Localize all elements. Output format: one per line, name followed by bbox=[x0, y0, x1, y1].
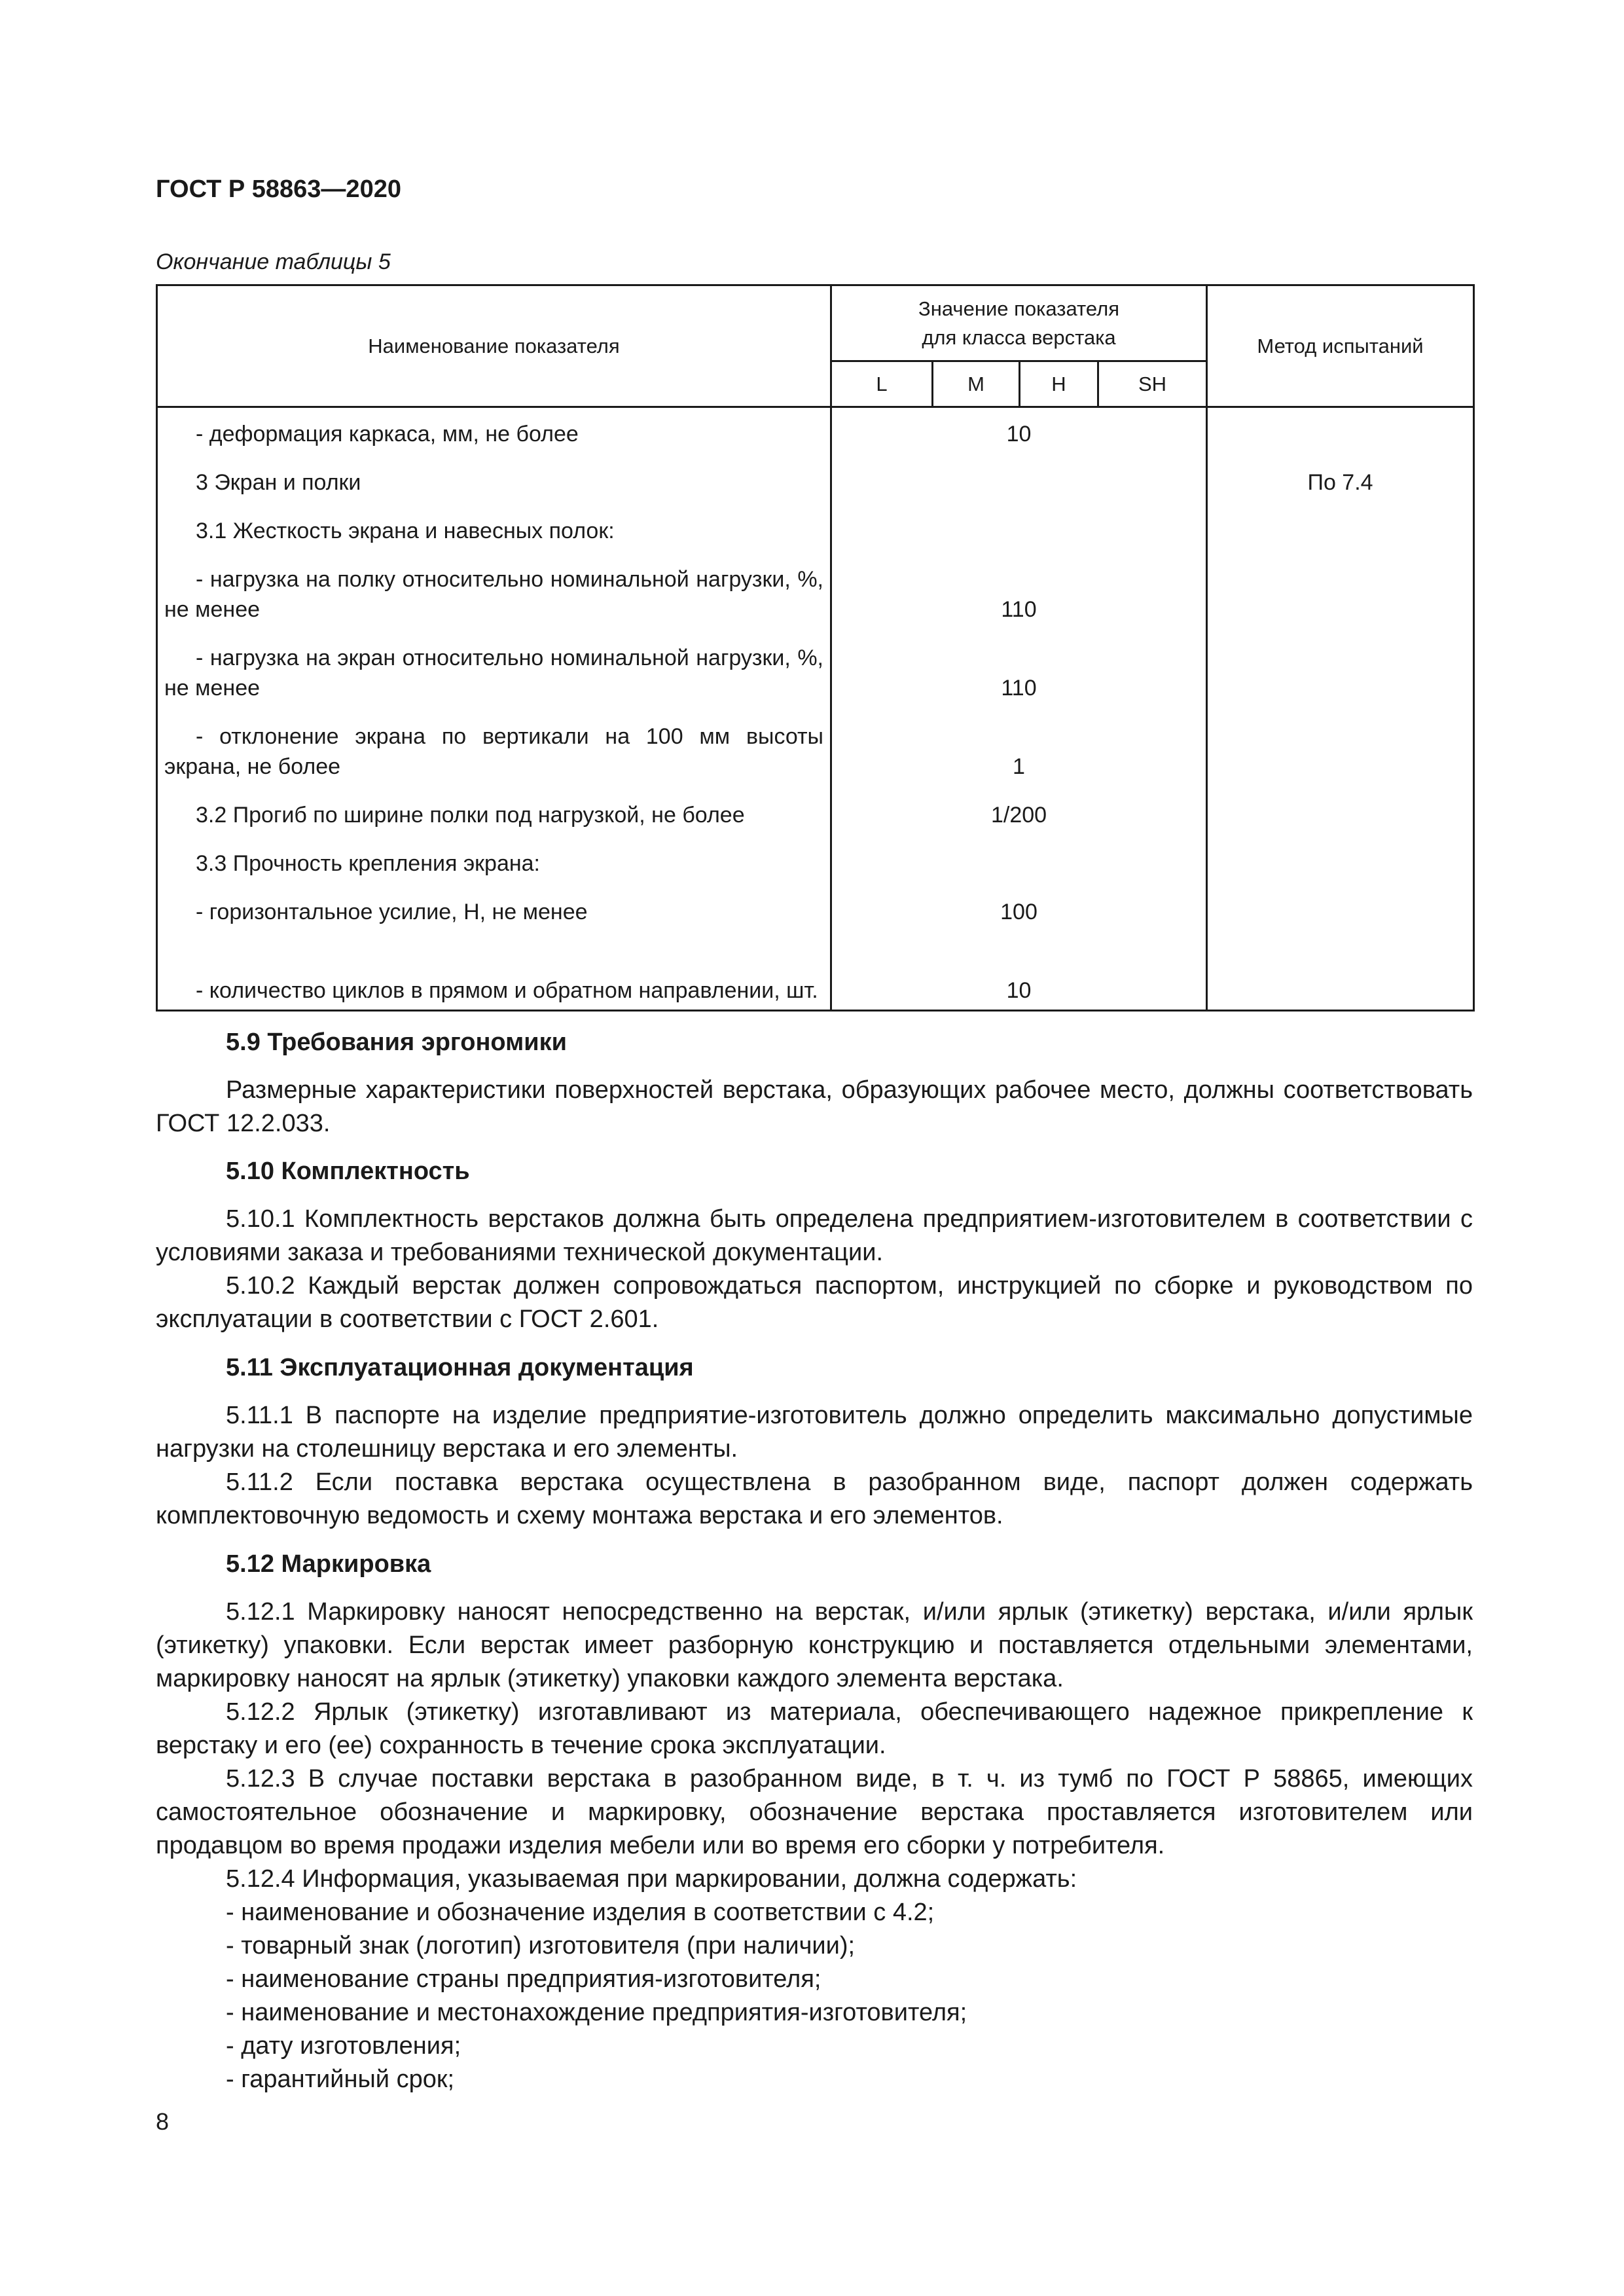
list-item: - гарантийный срок; bbox=[226, 2066, 455, 2093]
header-value bbox=[831, 285, 1207, 361]
section-5-11-title: 5.11 Эксплуатационная документация bbox=[226, 1354, 694, 1381]
paragraph: Размерные характеристики поверхностей верстака, образующих рабочее место, должны соответствовать ГОСТ 12.2.033. bbox=[156, 1076, 1473, 1137]
table-row bbox=[157, 550, 1474, 629]
paragraph: 5.12.1 Маркировку наносят непосредственно на верстак, и/или ярлык (этикетку) верстака, и/или ярлык (этикетку) упаковки. Если верстак имеет разборную конструкцию и поставляется отдельными элементами, маркировку наносят на ярлык (этикетку) упаковки каждого элемента верстака. bbox=[156, 1598, 1473, 1692]
row-value bbox=[831, 453, 1207, 501]
table-row bbox=[157, 501, 1474, 550]
row-method bbox=[1207, 407, 1474, 453]
paragraph: 5.10.1 Комплектность верстаков должна быть определена предприятием-изготовителем в соответствии с условиями заказа и требованиями технической документации. bbox=[156, 1205, 1473, 1266]
document-header: ГОСТ Р 58863—2020 bbox=[156, 175, 401, 203]
row-method bbox=[1207, 550, 1474, 629]
row-name: - горизонтальное усилие, Н, не менее bbox=[157, 883, 831, 931]
row-method bbox=[1207, 629, 1474, 707]
row-name: 3 Экран и полки bbox=[157, 453, 831, 501]
row-value: 10 bbox=[831, 407, 1207, 453]
list-item: - дату изготовления; bbox=[226, 2032, 461, 2060]
class-m: M bbox=[933, 361, 1020, 407]
table-row bbox=[157, 629, 1474, 707]
row-value: 1/200 bbox=[831, 786, 1207, 834]
table-row bbox=[157, 834, 1474, 883]
spec-table bbox=[156, 284, 1475, 1011]
row-method: По 7.4 bbox=[1207, 453, 1474, 501]
row-value bbox=[831, 501, 1207, 550]
row-name: - деформация каркаса, мм, не более bbox=[157, 407, 831, 453]
paragraph: 5.11.2 Если поставка верстака осуществлена в разобранном виде, паспорт должен содержать комплектовочную ведомость и схему монтажа верстака и его элементов. bbox=[156, 1468, 1473, 1529]
row-value: 110 bbox=[831, 550, 1207, 629]
class-sh: SH bbox=[1098, 361, 1207, 407]
row-value: 10 bbox=[831, 931, 1207, 1011]
row-name: - количество циклов в прямом и обратном направлении, шт. bbox=[157, 931, 831, 1011]
section-5-9-title: 5.9 Требования эргономики bbox=[226, 1029, 567, 1056]
section-5-12-title: 5.12 Маркировка bbox=[226, 1550, 431, 1578]
row-name: 3.2 Прогиб по ширине полки под нагрузкой, не более bbox=[157, 786, 831, 834]
table-row bbox=[157, 407, 1474, 453]
class-l: L bbox=[831, 361, 933, 407]
row-method bbox=[1207, 883, 1474, 931]
row-name: - нагрузка на полку относительно номинальной нагрузки, %, не менее bbox=[157, 550, 831, 629]
header-method: Метод испытаний bbox=[1207, 285, 1474, 407]
header-name: Наименование показателя bbox=[157, 285, 831, 407]
row-value: 100 bbox=[831, 883, 1207, 931]
row-value: 1 bbox=[831, 707, 1207, 786]
list-item: - наименование страны предприятия-изготовителя; bbox=[226, 1965, 821, 1993]
paragraph: 5.11.1 В паспорте на изделие предприятие-изготовитель должно определить максимально допустимые нагрузки на столешницу верстака и его элементы. bbox=[156, 1402, 1473, 1463]
row-method bbox=[1207, 501, 1474, 550]
row-name: 3.1 Жесткость экрана и навесных полок: bbox=[157, 501, 831, 550]
row-method bbox=[1207, 786, 1474, 834]
row-method bbox=[1207, 707, 1474, 786]
paragraph: 5.10.2 Каждый верстак должен сопровождаться паспортом, инструкцией по сборке и руководством по эксплуатации в соответствии с ГОСТ 2.601. bbox=[156, 1272, 1473, 1333]
row-method bbox=[1207, 834, 1474, 883]
table-row bbox=[157, 883, 1474, 931]
row-value: 110 bbox=[831, 629, 1207, 707]
table-caption: Окончание таблицы 5 bbox=[156, 249, 391, 274]
header-value-line2: для класса верстака bbox=[922, 325, 1116, 349]
row-name: 3.3 Прочность крепления экрана: bbox=[157, 834, 831, 883]
page-number: 8 bbox=[156, 2108, 170, 2135]
paragraph: 5.12.4 Информация, указываемая при маркировании, должна содержать: bbox=[226, 1865, 1077, 1893]
class-h: H bbox=[1020, 361, 1098, 407]
table-row bbox=[157, 453, 1474, 501]
row-value bbox=[831, 834, 1207, 883]
paragraph: 5.12.2 Ярлык (этикетку) изготавливают из материала, обеспечивающего надежное прикрепление к верстаку и его (ее) сохранность в течение срока эксплуатации. bbox=[156, 1698, 1473, 1759]
list-item: - товарный знак (логотип) изготовителя (при наличии); bbox=[226, 1932, 856, 1959]
table-row bbox=[157, 707, 1474, 786]
section-5-10-title: 5.10 Комплектность bbox=[226, 1157, 470, 1185]
row-name: - отклонение экрана по вертикали на 100 мм высоты экрана, не более bbox=[157, 707, 831, 786]
list-item: - наименование и обозначение изделия в соответствии с 4.2; bbox=[226, 1899, 935, 1926]
row-method bbox=[1207, 931, 1474, 1011]
list-item: - наименование и местонахождение предприятия-изготовителя; bbox=[226, 1999, 967, 2026]
table-row bbox=[157, 931, 1474, 1011]
table-row bbox=[157, 786, 1474, 834]
paragraph: 5.12.3 В случае поставки верстака в разобранном виде, в т. ч. из тумб по ГОСТ Р 58865, имеющих самостоятельное обозначение и маркировку, обозначение верстака проставляется изготовителем или продавцом во время продажи изделия мебели или во время его сборки у потребителя. bbox=[156, 1765, 1473, 1859]
row-name: - нагрузка на экран относительно номинальной нагрузки, %, не менее bbox=[157, 629, 831, 707]
header-value-line1: Значение показателя bbox=[918, 297, 1119, 320]
